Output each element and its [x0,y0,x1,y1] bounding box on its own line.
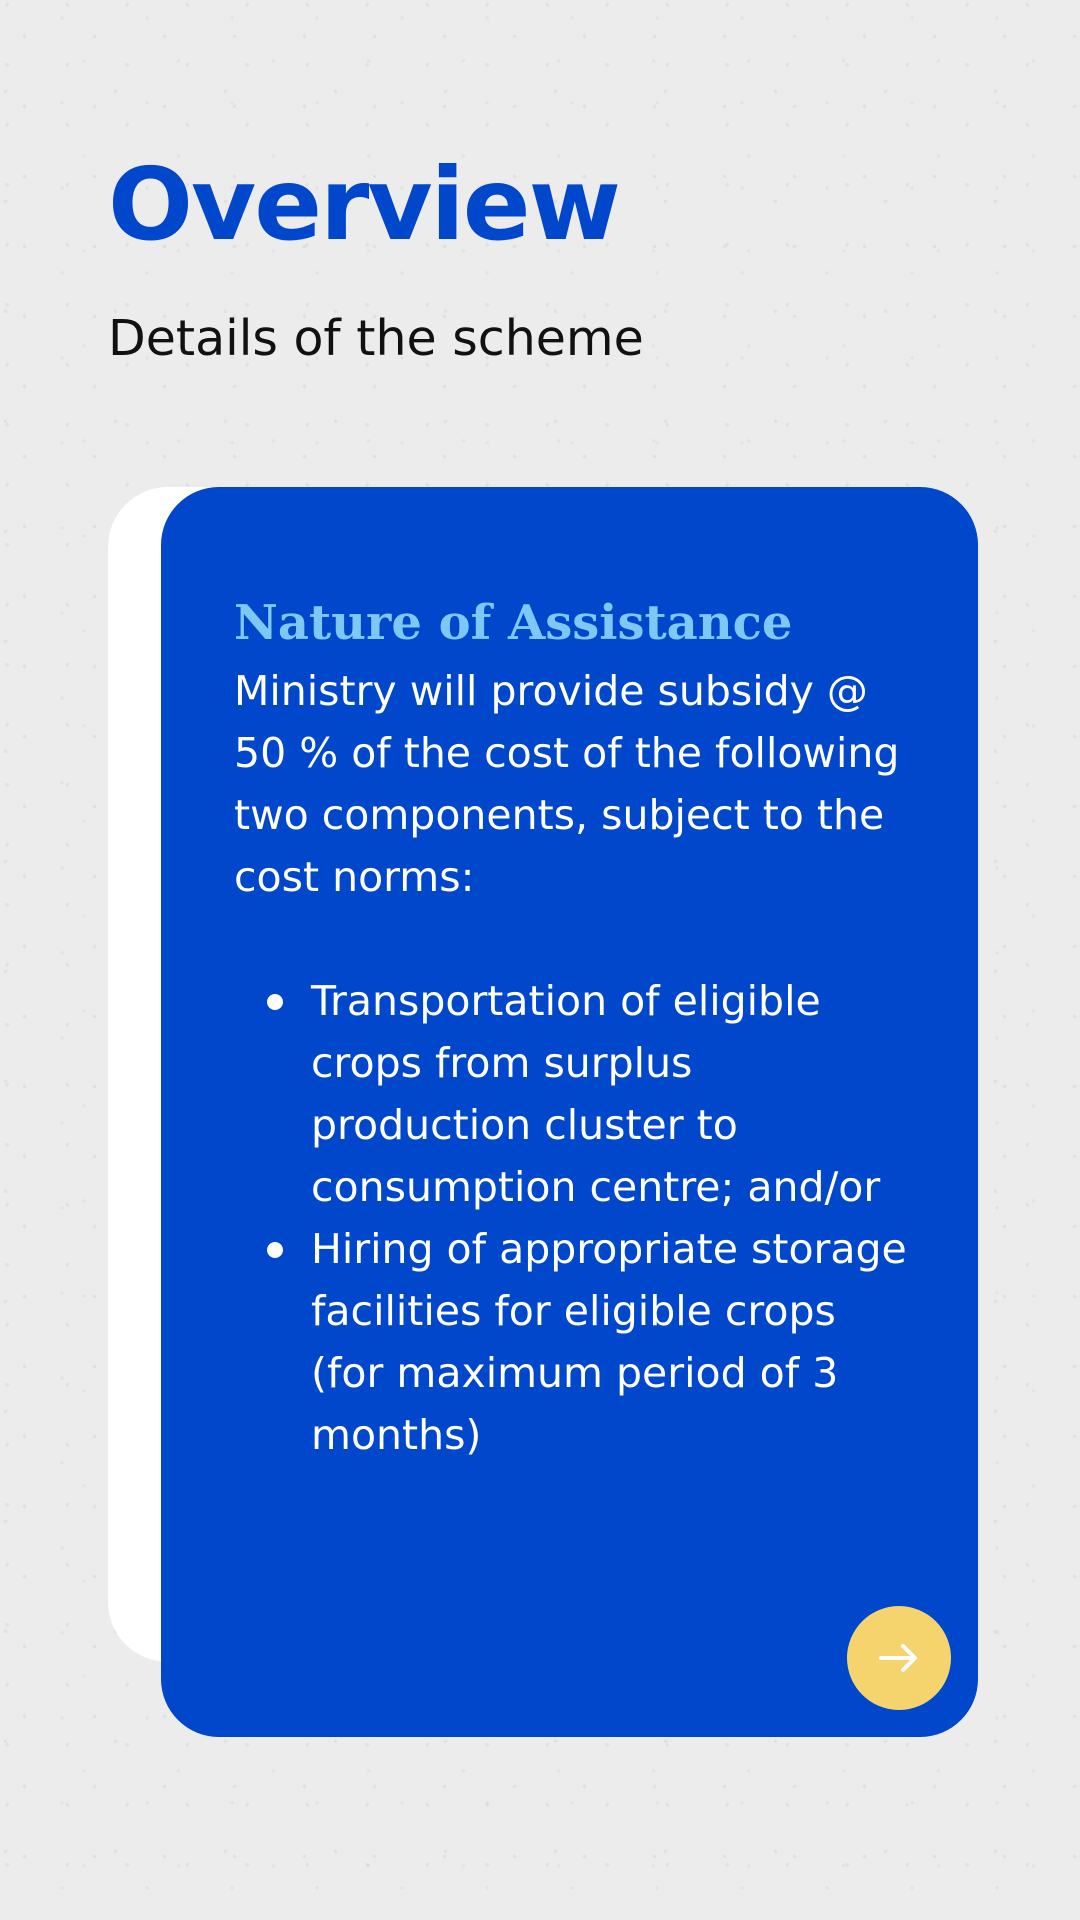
list-item-text: Hiring of appropriate storage facilities for eligible crops (for maximum period of 3 months) [311,1225,907,1460]
list-item [311,1218,908,1466]
page-subtitle: Details of the scheme [108,310,644,367]
info-card [161,487,978,1737]
card-heading: Nature of Assistance [234,595,793,651]
list-item-text: Transportation of eligible crops from surplus production cluster to consumption centre; and/or [311,977,881,1212]
arrow-right-icon [876,1635,922,1681]
bullet-icon [267,994,283,1010]
list-item [311,970,908,1218]
page-title: Overview [108,146,620,263]
card-body-text: Ministry will provide subsidy @ 50 % of the cost of the following two components, subject to the cost norms: [234,667,900,902]
component-list [234,970,908,1466]
next-button[interactable] [847,1606,951,1710]
bullet-icon [267,1242,283,1258]
